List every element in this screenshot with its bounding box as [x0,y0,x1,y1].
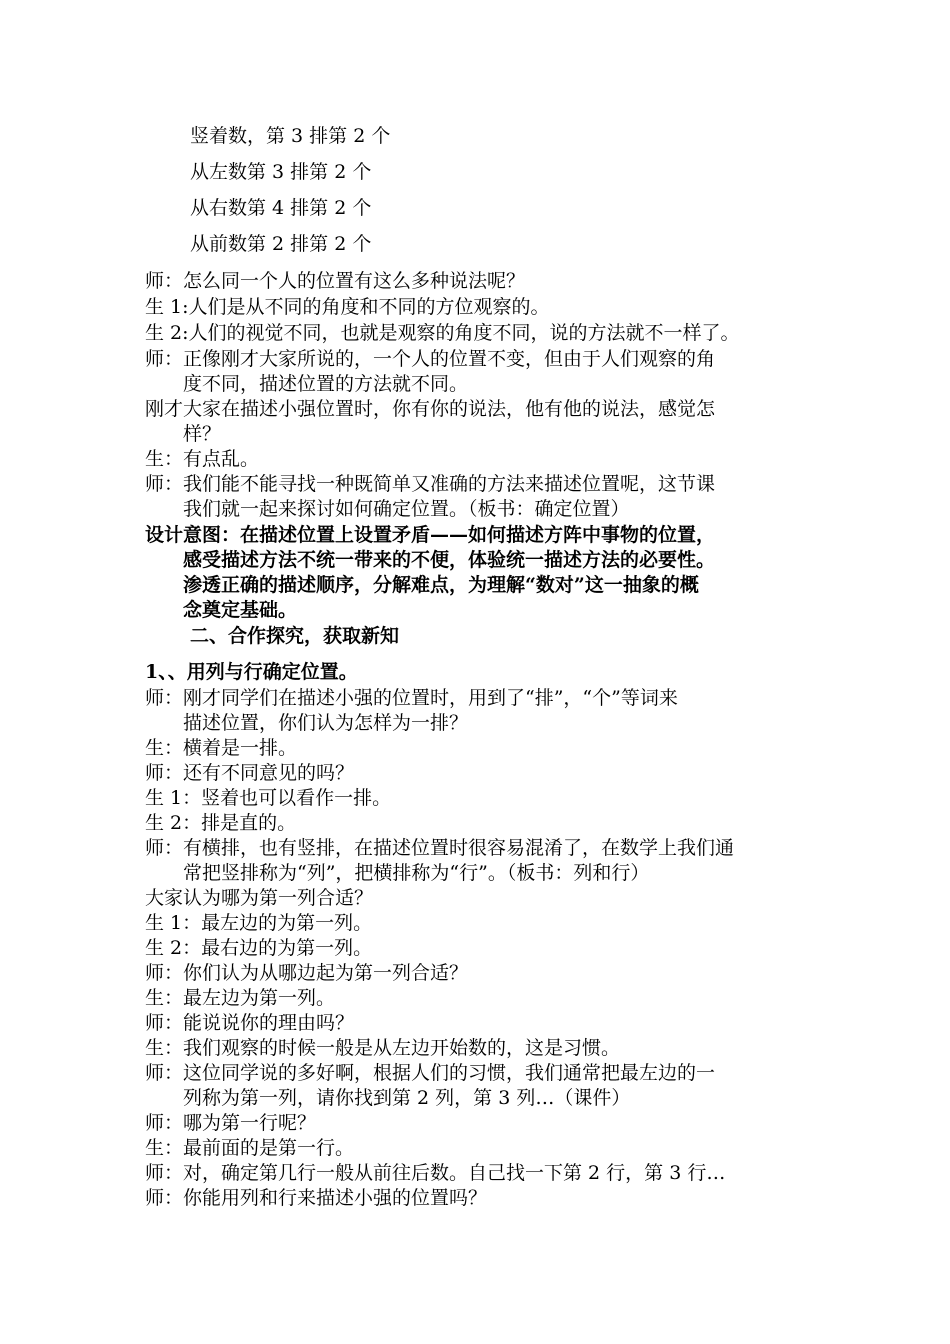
text-line: 从前数第 2 排第 2 个 [190,233,372,255]
text-line: 师：能说说你的理由吗？ [145,1012,355,1034]
text-line: 生 2：最右边的为第一列。 [145,937,373,959]
text-line: 刚才大家在描述小强位置时，你有你的说法，他有他的说法，感觉怎 [145,398,716,420]
text-line: 师：你能用列和行来描述小强的位置吗？ [145,1187,488,1209]
text-line: 师：正像刚才大家所说的，一个人的位置不变，但由于人们观察的角 [145,348,716,370]
text-line: 描述位置，你们认为怎样为一排？ [183,712,469,734]
text-line: 从左数第 3 排第 2 个 [190,161,372,183]
text-line: 我们就一起来探讨如何确定位置。（板书：确定位置） [183,498,630,520]
text-line: 样？ [183,423,222,445]
text-line: 从右数第 4 排第 2 个 [190,197,372,219]
text-line: 师：有横排，也有竖排，在描述位置时很容易混淆了，在数学上我们通 [145,837,735,859]
text-line: 列称为第一列，请你找到第 2 列，第 3 列…（课件） [183,1087,631,1109]
text-line: 生 2：排是直的。 [145,812,297,834]
text-line: 师：怎么同一个人的位置有这么多种说法呢？ [145,270,526,292]
text-line: 生 2:人们的视觉不同，也就是观察的角度不同，说的方法就不一样了。 [145,322,740,344]
text-line: 竖着数，第 3 排第 2 个 [190,125,391,147]
text-line: 生 1：竖着也可以看作一排。 [145,787,392,809]
text-line: 大家认为哪为第一列合适？ [145,887,374,909]
text-line: 生：最前面的是第一行。 [145,1137,355,1159]
subsection-heading: 1、、用列与行确定位置。 [145,661,358,683]
text-line: 常把竖排称为“列”，把横排称为“行”。（板书：列和行） [183,862,650,884]
text-line: 师：你们认为从哪边起为第一列合适？ [145,962,469,984]
text-line: 生：横着是一排。 [145,737,298,759]
text-line: 度不同，描述位置的方法就不同。 [183,373,469,395]
text-line: 师：我们能不能寻找一种既简单又准确的方法来描述位置呢，这节课 [145,473,716,495]
design-intent-line: 感受描述方法不统一带来的不便，体验统一描述方法的必要性。 [183,549,716,571]
text-line: 师：刚才同学们在描述小强的位置时，用到了“排”，“个”等词来 [145,687,678,709]
section-heading: 二、合作探究，获取新知 [190,625,400,647]
text-line: 生：有点乱。 [145,448,260,470]
design-intent-line: 念奠定基础。 [183,599,298,621]
text-line: 生：最左边为第一列。 [145,987,336,1009]
text-line: 师：这位同学说的多好啊，根据人们的习惯，我们通常把最左边的一 [145,1062,716,1084]
text-line: 生 1：最左边的为第一列。 [145,912,373,934]
text-line: 师：哪为第一行呢？ [145,1112,317,1134]
text-line: 师：对，确定第几行一般从前往后数。自己找一下第 2 行，第 3 行… [145,1162,726,1184]
design-intent-line: 渗透正确的描述顺序，分解难点，为理解“数对”这一抽象的概 [183,574,699,596]
text-line: 师：还有不同意见的吗？ [145,762,355,784]
text-line: 生 1:人们是从不同的角度和不同的方位观察的。 [145,296,550,318]
text-line: 生：我们观察的时候一般是从左边开始数的，这是习惯。 [145,1037,621,1059]
design-intent-line: 设计意图：在描述位置上设置矛盾——如何描述方阵中事物的位置， [145,524,716,546]
